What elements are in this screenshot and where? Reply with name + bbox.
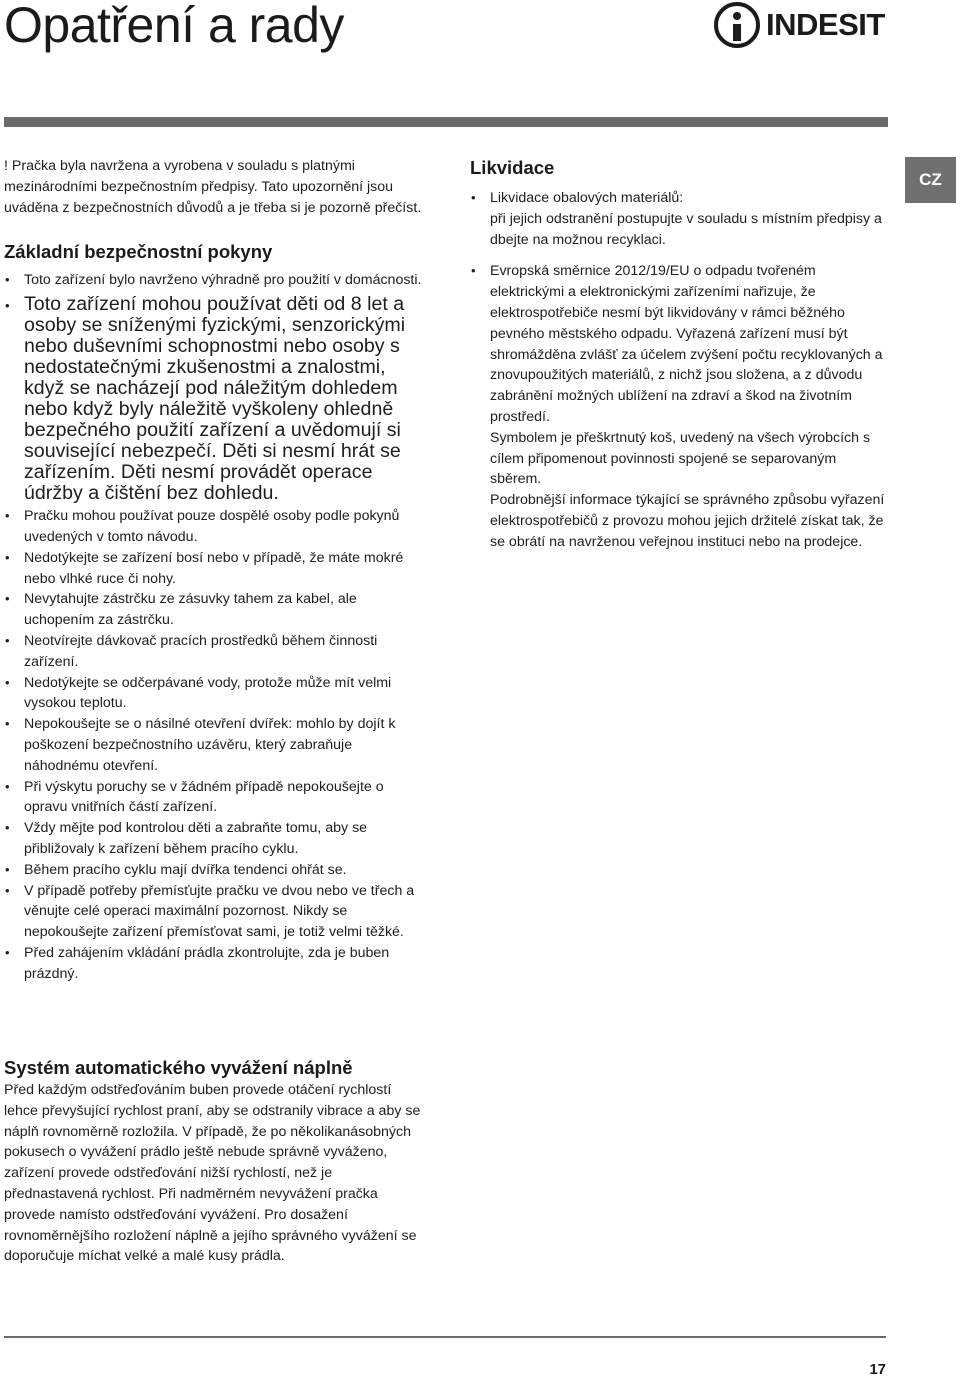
- weee-directive-text: • Evropská směrnice 2012/19/EU o odpadu tvořeném elektrickými a elektronickými zařízeními nařizuje, že elektrospotřebiče nesmí být likvidovány v rámci běžného pevného městského odpadu. Vyřazená zařízení musí být shromážděna zvlášť za účelem zvýšení počtu recyklovaných a znovupoužitých materiálů, z nichž jsou složena, a z důvodu zabránění možných ublížení na zdraví a škod na životním prostředí.: [490, 263, 883, 425]
- right-column: [470, 156, 888, 564]
- logo-stem-icon: [733, 24, 741, 41]
- list-item: • Během pracího cyklu mají dvířka tendenci ohřát se.: [4, 860, 422, 881]
- list-item: • Pračku mohou používat pouze dospělé osoby podle pokynů uvedených v tomto návodu.: [4, 506, 422, 548]
- list-item: [470, 261, 888, 552]
- packaging-title: • Likvidace obalových materiálů:: [490, 190, 684, 206]
- crossed-bin-text: Symbolem je přeškrtnutý koš, uvedený na všech výrobcích s cílem připomenout povinnosti spojené se separovaným sběrem.: [490, 429, 871, 488]
- list-item: • Při výskytu poruchy se v žádném případě nepokoušejte o opravu vnitřních částí zařízení.: [4, 777, 422, 819]
- list-item: [470, 188, 888, 250]
- header-divider: [4, 117, 888, 127]
- list-item: • Toto zařízení mohou používat děti od 8 let a osoby se sníženými fyzickými, senzorickými nebo duševními schopnostmi nebo osoby s nedostatečnými zkušenostmi a znalostmi, když se nacházejí pod náležitým dohledem nebo když byly náležitě vyškoleny ohledně bezpečného použití zařízení a uvědomují si související nebezpečí. Děti si nesmí hrát se zařízením. Děti nesmí provádět operace údržby a čištění bez dohledu.: [4, 294, 422, 504]
- left-column: [4, 156, 422, 985]
- intro-warning: ! Pračka byla navržena a vyrobena v souladu s platnými mezinárodními bezpečnostním předpisy. Tato upozornění jsou uváděna z bezpečnostních důvodů a je třeba si je pozorně přečíst.: [4, 158, 422, 216]
- brand-wordmark: INDESIT: [766, 7, 885, 42]
- list-item: • Nepokoušejte se o násilné otevření dvířek: mohlo by dojít k poškození bezpečnostního uzávěru, který zabraňuje náhodnému otevření.: [4, 714, 422, 776]
- list-item: • Nevytahujte zástrčku ze zásuvky tahem za kabel, ale uchopením za zástrčku.: [4, 589, 422, 631]
- safety-heading: Základní bezpečnostní pokyny: [4, 241, 273, 263]
- safety-list: [4, 270, 422, 984]
- list-item: • Neotvírejte dávkovač pracích prostředků během činnosti zařízení.: [4, 631, 422, 673]
- disposal-heading: Likvidace: [470, 157, 555, 178]
- list-item: • Toto zařízení bylo navrženo výhradně pro použití v domácnosti.: [4, 270, 422, 291]
- list-item: • Vždy mějte pod kontrolou děti a zabraňte tomu, aby se přibližovaly k zařízení během pracího cyklu.: [4, 818, 422, 860]
- list-item: • Nedotýkejte se odčerpávané vody, protože může mít velmi vysokou teplotu.: [4, 673, 422, 715]
- disposal-list: [470, 188, 888, 553]
- language-tab: CZ: [905, 157, 956, 203]
- logo-dot-icon: [733, 12, 741, 20]
- list-item: • V případě potřeby přemísťujte pračku ve dvou nebo ve třech a věnujte celé operaci maximální pozornost. Nikdy se nepokoušejte zařízení přemísťovat sami, je totiž velmi těžké.: [4, 881, 422, 943]
- list-item: • Nedotýkejte se zařízení bosí nebo v případě, že máte mokré nebo vlhké ruce či nohy.: [4, 548, 422, 590]
- more-info-text: Podrobnější informace týkající se správného způsobu vyřazení elektrospotřebičů z provozu mohou jejich držitelé získat tak, že se obrátí na navrženou veřejnou instituci nebo na prodejce.: [490, 492, 885, 550]
- balance-text: Před každým odstřeďováním buben provede otáčení rychlostí lehce převyšující rychlost praní, aby se odstranily vibrace a aby se náplň rovnoměrně rozložila. V případě, že po několikanásobných pokusech o vyvážení prádlo ještě nebude správně vyváženo, zařízení provede odstřeďování nižší rychlostí, než je přednastavená rychlost. Při nadměrném nevyvážení pračka provede namísto odstřeďování vyvážení. Pro dosažení rovnoměrnějšího rozložení náplně a jejího správného vyvážení se doporučuje míchat velké a malé kusy prádla.: [4, 1082, 421, 1265]
- balance-heading: Systém automatického vyvážení náplně: [4, 1057, 353, 1078]
- indesit-logo: [714, 2, 888, 50]
- page-number: 17: [869, 1361, 886, 1378]
- list-item: • Před zahájením vkládání prádla zkontrolujte, zda je buben prázdný.: [4, 943, 422, 985]
- footer-divider: [4, 1336, 886, 1338]
- packaging-text: při jejich odstranění postupujte v souladu s místním předpisy a dbejte na možnou recyklaci.: [490, 210, 882, 248]
- page-title: Opatření a rady: [4, 0, 344, 53]
